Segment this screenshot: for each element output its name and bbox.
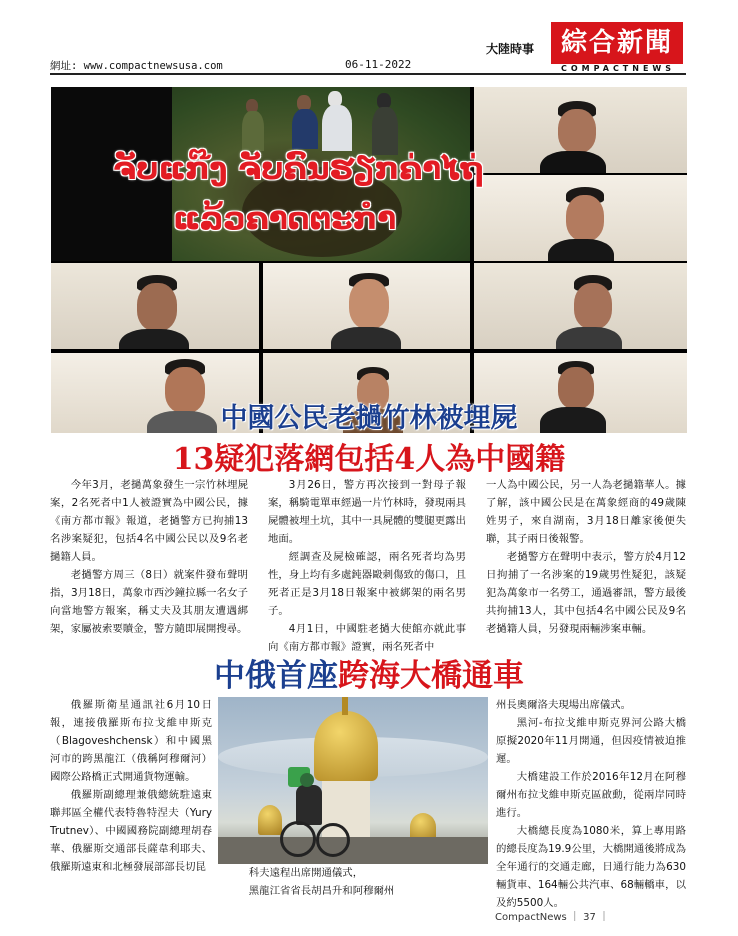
paragraph: 大橋總長度為1080米，算上專用路的總長度為19.9公里，大橋開通後將成為全年通行的交通走廊，日通行能力為630輛貨車、164輛公共汽車、68輛轎車，以及約5500人。: [496, 825, 686, 909]
paragraph: 一人為中國公民，另一人為老撾籍華人。據了解，該中國公民是在萬象經商的49歲陳姓男子，來自湖南，3月18日離家後便失聯，其子兩日後報警。: [486, 479, 686, 545]
logo: 綜合新聞: [551, 22, 683, 64]
article1-column-2: [268, 476, 466, 656]
bridge-ceremony-photo: [218, 697, 488, 864]
caption-line: 科夫遠程出席開通儀式，: [248, 867, 364, 879]
paragraph: 老撾警方周三（8日）就案件發布聲明指，3月18日，萬象市西沙鐘拉縣一名女子向當地警方報案，稱丈夫及其朋友遭遇綁架，家屬被索要贖金，警方隨即展開搜尋。: [50, 569, 248, 635]
paragraph: 大橋建設工作於2016年12月在阿穆爾州布拉戈維申斯克區啟動，從兩岸同時進行。: [496, 771, 686, 819]
suspect-photo: [474, 87, 687, 173]
article1-subheadline: 13疑犯落網包括4人為中國籍: [172, 442, 566, 477]
paragraph: 俄羅斯副總理兼俄總統駐遠東聯邦區全權代表特魯特涅夫（Yury Trutnev）、中國國務院副總理胡春華、俄羅斯交通部長薩韋利耶夫、俄羅斯遠東和北極發展部部長切昆: [50, 789, 212, 873]
article1-column-3: [486, 476, 686, 638]
paragraph: 州長奧爾洛夫現場出席儀式。: [496, 699, 632, 711]
suspect-photo: [51, 263, 259, 349]
paragraph: 經調查及屍檢確認，兩名死者均為男性，身上均有多處鈍器毆刺傷致的傷口，且死者正是3月18日報案中被綁架的兩名男子。: [268, 551, 466, 617]
issue-date: 06-11-2022: [345, 58, 412, 71]
paragraph: 老撾警方在聲明中表示，警方於4月12日拘捕了一名涉案的19歲男性疑犯，該疑犯為萬象市一名勞工，通過審訊，警方最後共拘捕13人，其中包括4名中國公民及9名老撾籍人員，另發現兩輛涉案車輛。: [486, 551, 686, 635]
header-divider: [50, 73, 686, 75]
logo-subtitle: COMPACTNEWS: [560, 64, 676, 73]
page-footer: CompactNews ｜ 37 ｜: [495, 912, 610, 923]
caption-line: 黑龍江省省長胡昌升和阿穆爾州: [248, 885, 395, 897]
paragraph: 黑河-布拉戈維申斯克界河公路大橋原擬2020年11月開通，但因疫情被迫推遲。: [496, 717, 686, 765]
photo-overlay-title-line1: ຈັບແກ໊ງ ຈັບຄົນຮຽກຄ່າໄຖ່: [113, 151, 484, 187]
website-url: 網址: www.compactnewsusa.com: [50, 60, 223, 72]
paragraph: 俄羅斯衛星通訊社6月10日報，連接俄羅斯布拉戈維申斯克（Blagoveshchensk）和中國黑河市的跨黑龍江（俄稱阿穆爾河）國際公路橋正式開通貨物運輸。: [50, 699, 212, 783]
article2-headline: [0, 650, 738, 695]
article2-headline-part1: 中俄首座: [214, 658, 338, 694]
paragraph: 4月1日，中國駐老撾大使館亦就此事向《南方都市報》證實，兩名死者中: [268, 623, 466, 653]
photo-overlay-title-line2: ແລ້ວຄາດຕະກຳ: [173, 201, 397, 237]
article2-column-1: [50, 696, 212, 876]
article1-headline: 中國公民老撾竹林被埋屍: [220, 403, 518, 434]
photo-collage: [51, 87, 687, 433]
photo-caption: [228, 864, 486, 900]
suspect-photo: [263, 263, 470, 349]
section-label: 大陸時事: [486, 42, 535, 56]
paragraph: 3月26日，警方再次接到一對母子報案，稱騎電單車經過一片竹林時，發現兩具屍體被埋土坑，其中一具屍體的雙腿更露出地面。: [268, 479, 466, 545]
article1-column-1: [50, 476, 248, 638]
suspect-photo: [474, 175, 687, 261]
article2-headline-part2: 跨海大橋通車: [338, 658, 524, 694]
article2-column-3: [496, 696, 686, 912]
suspect-photo: [474, 263, 687, 349]
paragraph: 今年3月，老撾萬象發生一宗竹林埋屍案，2名死者中1人被證實為中國公民，據《南方都市報》報道，老撾警方已拘捕13名涉案疑犯，包括4名中國公民以及9名老撾籍人員。: [50, 479, 248, 563]
